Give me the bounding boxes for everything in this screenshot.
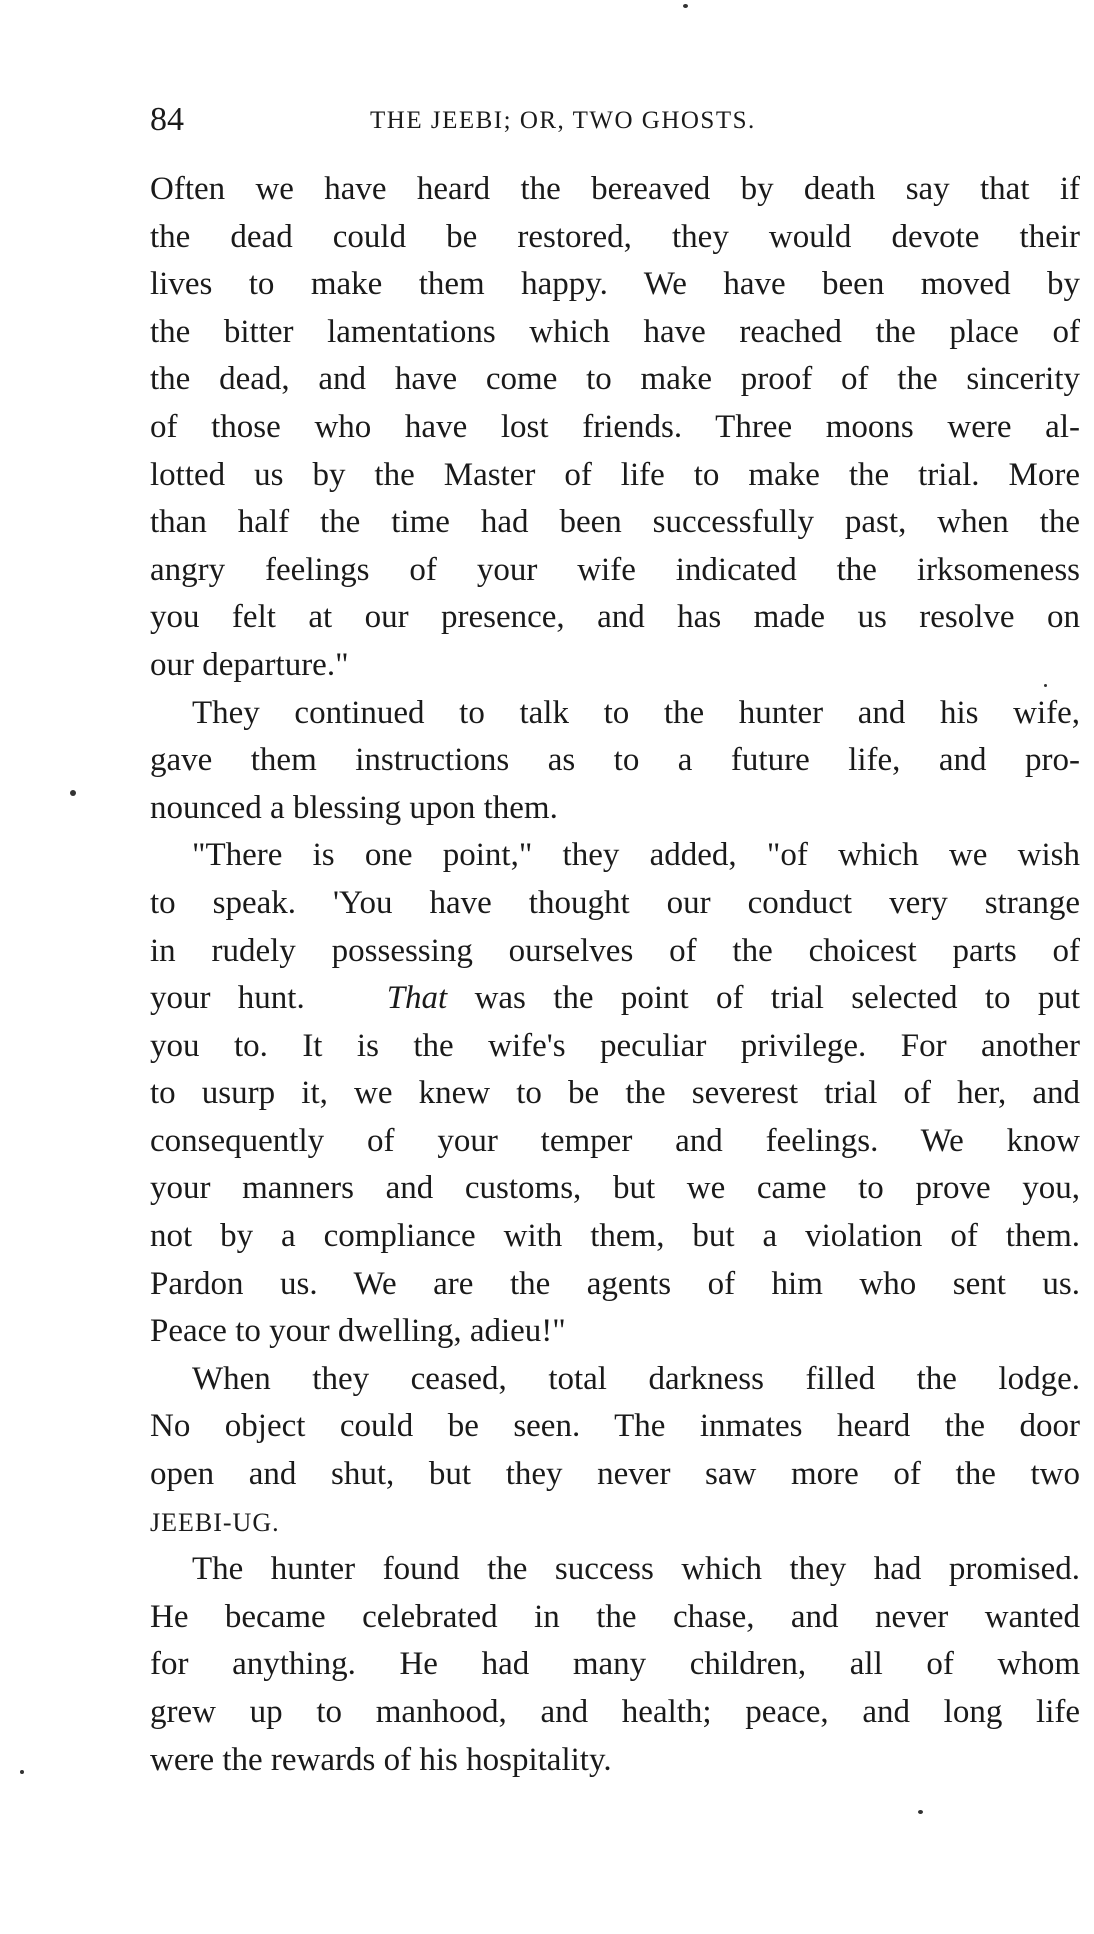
text-line: angry feelings of your wife indicated the irksomeness (150, 551, 1080, 588)
paragraph-1 (150, 166, 1080, 690)
print-speck (1044, 684, 1047, 687)
paragraph-5 (150, 1546, 1080, 1784)
print-speck (70, 790, 76, 796)
text-line: to usurp it, we knew to be the severest trial of her, and (150, 1075, 1080, 1112)
text-line: No object could be seen. The inmates heard the door (150, 1408, 1080, 1445)
text-fragment: was the point of trial selected to put (474, 980, 1081, 1017)
paragraph-2 (150, 690, 1080, 833)
text-line: for anything. He had many children, all of whom (150, 1646, 1080, 1683)
text-line: open and shut, but they never saw more of the two (150, 1456, 1080, 1493)
text-line: Often we have heard the bereaved by death say that if (150, 171, 1080, 207)
text-line: grew up to manhood, and health; peace, and long life (150, 1694, 1080, 1730)
text-line: The hunter found the success which they had promised. (192, 1551, 1080, 1588)
text-fragment: your hunt. (150, 980, 305, 1017)
text-line: lives to make them happy. We have been moved by (150, 266, 1080, 303)
italic-word: That (386, 980, 448, 1017)
book-page (150, 100, 1080, 1784)
text-line: not by a compliance with them, but a violation of them. (150, 1218, 1080, 1255)
text-line: you felt at our presence, and has made us resolve on (150, 599, 1080, 636)
running-title: THE JEEBI; OR, TWO GHOSTS. (370, 107, 756, 134)
text-line: of those who have lost friends. Three moons were al- (150, 408, 1080, 445)
print-speck (20, 1770, 24, 1774)
paragraph-3 (150, 832, 1080, 1356)
text-line: Peace to your dwelling, adieu!" (150, 1313, 566, 1350)
text-line: Pardon us. We are the agents of him who sent us. (150, 1265, 1080, 1302)
text-line: nounced a blessing upon them. (150, 789, 558, 826)
page-number: 84 (150, 101, 184, 138)
text-line: in rudely possessing ourselves of the choicest parts of (150, 932, 1080, 969)
text-line: He became celebrated in the chase, and never wanted (150, 1598, 1080, 1635)
text-line: were the rewards of his hospitality. (150, 1741, 612, 1778)
text-line: the bitter lamentations which have reached the place of (150, 313, 1080, 350)
jeebi-ug-name: JEEBI-UG. (150, 1507, 280, 1537)
print-speck (683, 4, 688, 8)
text-line: the dead, and have come to make proof of the sincerity (150, 361, 1080, 398)
text-line: lotted us by the Master of life to make the trial. More (150, 456, 1080, 493)
print-speck (918, 1810, 923, 1814)
text-line: gave them instructions as to a future life, and pro- (150, 742, 1080, 779)
text-line: consequently of your temper and feelings. We know (150, 1122, 1080, 1159)
text-line: They continued to talk to the hunter and his wife, (192, 694, 1080, 731)
paragraph-4 (150, 1356, 1080, 1546)
text-line: our departure." (150, 646, 349, 683)
text-line: "There is one point," they added, "of which we wish (192, 837, 1080, 874)
text-line: the dead could be restored, they would devote their (150, 218, 1080, 255)
text-line: to speak. 'You have thought our conduct very strange (150, 884, 1080, 921)
text-line: your manners and customs, but we came to prove you, (150, 1170, 1080, 1207)
text-line-with-italic (150, 975, 1080, 1023)
text-line: than half the time had been successfully past, when the (150, 504, 1080, 541)
text-line: you to. It is the wife's peculiar privilege. For another (150, 1027, 1080, 1064)
text-line: When they ceased, total darkness filled the lodge. (192, 1360, 1080, 1397)
running-head (150, 100, 1080, 140)
